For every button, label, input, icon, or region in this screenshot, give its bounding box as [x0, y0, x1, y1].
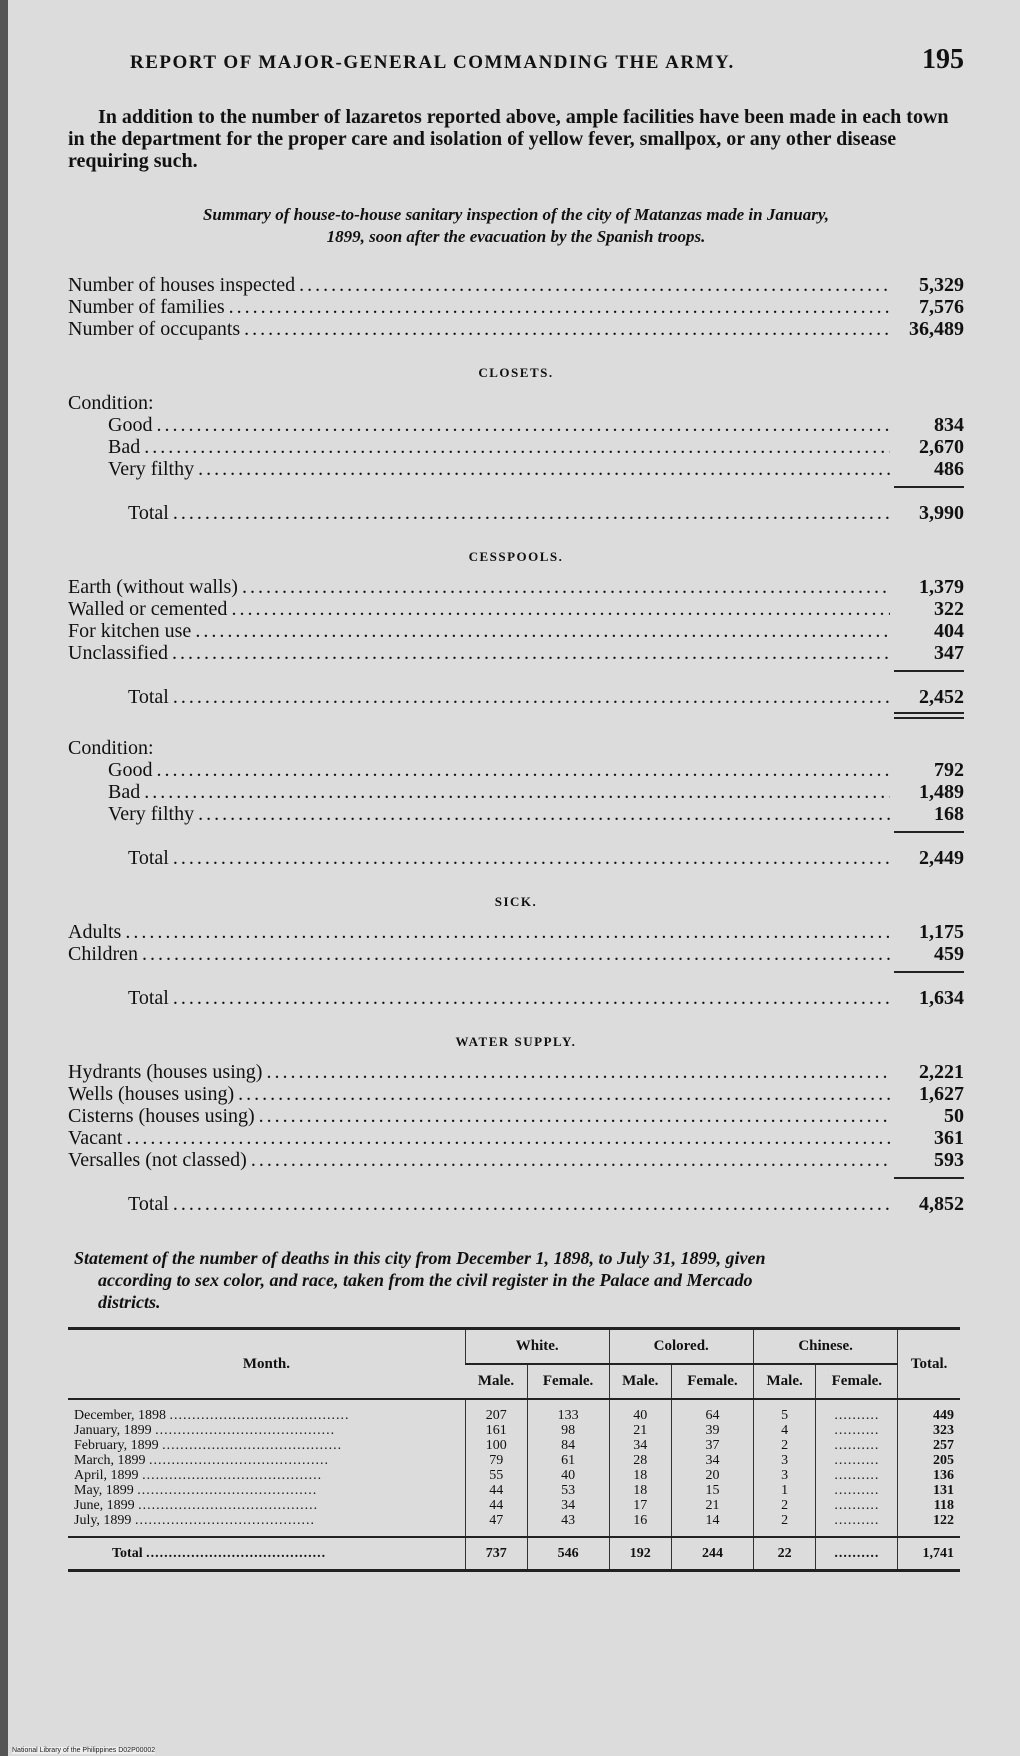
col-header-colored: Colored.: [609, 1329, 753, 1365]
cell-colored-male: 21: [609, 1423, 671, 1438]
cell-white-male: 47: [465, 1513, 527, 1528]
closets-row-good: Good ..... 834: [68, 414, 964, 436]
water-row-cisterns: Cisterns (houses using) ..... 50: [68, 1105, 964, 1127]
page-number: 195: [922, 44, 964, 75]
cell-colored-female: 34: [671, 1453, 753, 1468]
total-colored-male: 192: [609, 1537, 671, 1571]
cell-chinese-male: 2: [753, 1498, 815, 1513]
cell-colored-male: 18: [609, 1483, 671, 1498]
cell-colored-female: 15: [671, 1483, 753, 1498]
closets-row-bad: Bad ..... 2,670: [68, 436, 964, 458]
closets-rule: [894, 486, 964, 488]
summary-lines: [68, 274, 964, 1215]
cell-total: 131: [898, 1483, 960, 1498]
total-chinese-male: 22: [753, 1537, 815, 1571]
cell-colored-male: 16: [609, 1513, 671, 1528]
spacer-row: [68, 1528, 960, 1537]
cell-total: 449: [898, 1408, 960, 1423]
total-grand: 1,741: [898, 1537, 960, 1571]
sick-row-adults: Adults ..... 1,175: [68, 921, 964, 943]
section-head-closets: CLOSETS.: [478, 365, 554, 380]
totals-label: Total: [112, 1546, 143, 1561]
total-chinese-female: ..........: [816, 1537, 898, 1571]
col-header-colored-male: Male.: [609, 1364, 671, 1399]
col-header-total: Total.: [898, 1329, 960, 1400]
deaths-caption-line1: Statement of the number of deaths in this city from December 1, 1898, to July 31, 1899, given: [74, 1248, 766, 1268]
table-row: [68, 1513, 960, 1528]
cesspools-cond-total: Total ..... 2,449: [68, 847, 964, 869]
cell-total: 136: [898, 1468, 960, 1483]
month-label: May, 1899: [74, 1483, 134, 1498]
closets-condition-label: Condition:: [68, 392, 154, 414]
intro-paragraph: In addition to the number of lazaretos reported above, ample facilities have been made in each town in the department for the proper care and isolation of yellow fever, smallpox, or any other disease requiring such.: [68, 106, 949, 172]
cesspools-cond-row-bad: Bad ..... 1,489: [68, 781, 964, 803]
cesspools-row-kitchen: For kitchen use ..... 404: [68, 620, 964, 642]
month-label: February, 1899: [74, 1438, 159, 1453]
total-white-female: 546: [527, 1537, 609, 1571]
summary-row-occupants: Number of occupants ..... 36,489: [68, 318, 964, 340]
col-header-month: Month.: [68, 1329, 465, 1400]
running-head: [68, 44, 964, 76]
col-header-colored-female: Female.: [671, 1364, 753, 1399]
month-label: December, 1898: [74, 1408, 166, 1423]
water-row-hydrants: Hydrants (houses using) ..... 2,221: [68, 1061, 964, 1083]
cell-month: [68, 1453, 465, 1468]
cell-chinese-female: ..........: [816, 1483, 898, 1498]
cell-month: [68, 1408, 465, 1423]
cell-colored-male: 34: [609, 1438, 671, 1453]
cell-colored-male: 28: [609, 1453, 671, 1468]
col-header-chinese-female: Female.: [816, 1364, 898, 1399]
deaths-table: [68, 1327, 960, 1572]
cell-white-male: 161: [465, 1423, 527, 1438]
archive-footer-mark: National Library of the Philippines D02P00002: [12, 1747, 156, 1754]
cell-month: [68, 1438, 465, 1453]
table-row: [68, 1468, 960, 1483]
cesspools-row-unclassified: Unclassified ..... 347: [68, 642, 964, 664]
sick-row-children: Children ..... 459: [68, 943, 964, 965]
leader-dots: [138, 1498, 318, 1513]
cell-white-male: 44: [465, 1498, 527, 1513]
col-header-white: White.: [465, 1329, 609, 1365]
water-row-versalles: Versalles (not classed) ..... 593: [68, 1149, 964, 1171]
cell-month: [68, 1423, 465, 1438]
cell-colored-male: 18: [609, 1468, 671, 1483]
page-content: [68, 44, 964, 1572]
table-totals-row: [68, 1537, 960, 1571]
cell-month: [68, 1513, 465, 1528]
cell-month: [68, 1483, 465, 1498]
cell-chinese-female: ..........: [816, 1468, 898, 1483]
table-row: [68, 1483, 960, 1498]
cell-total: 205: [898, 1453, 960, 1468]
cesspools-total: Total ..... 2,452: [68, 686, 964, 708]
cell-chinese-male: 3: [753, 1453, 815, 1468]
cell-month: [68, 1498, 465, 1513]
cell-white-male: 79: [465, 1453, 527, 1468]
cell-white-female: 84: [527, 1438, 609, 1453]
total-white-male: 737: [465, 1537, 527, 1571]
deaths-caption: [68, 1247, 964, 1313]
cell-chinese-male: 3: [753, 1468, 815, 1483]
cell-colored-female: 21: [671, 1498, 753, 1513]
table-row: [68, 1408, 960, 1423]
cell-white-female: 61: [527, 1453, 609, 1468]
deaths-caption-line2: according to sex color, and race, taken from the civil register in the Palace and Mercado: [98, 1270, 753, 1290]
leader-dots: [146, 1546, 326, 1561]
closets-row-very-filthy: Very filthy ..... 486: [68, 458, 964, 480]
cell-colored-male: 17: [609, 1498, 671, 1513]
month-label: July, 1899: [74, 1513, 132, 1528]
leader-dots: [137, 1483, 317, 1498]
cell-white-male: 207: [465, 1408, 527, 1423]
water-row-vacant: Vacant ..... 361: [68, 1127, 964, 1149]
cell-white-female: 34: [527, 1498, 609, 1513]
cell-white-female: 40: [527, 1468, 609, 1483]
sick-rule: [894, 971, 964, 973]
cell-month: [68, 1468, 465, 1483]
deaths-caption-line3: districts.: [98, 1292, 161, 1312]
cell-colored-female: 14: [671, 1513, 753, 1528]
cesspools-rule: [894, 670, 964, 672]
cell-white-female: 98: [527, 1423, 609, 1438]
summary-caption-line1: Summary of house-to-house sanitary inspection of the city of Matanzas made in January,: [202, 205, 830, 224]
cell-white-female: 133: [527, 1408, 609, 1423]
cell-white-male: 55: [465, 1468, 527, 1483]
cesspools-double-rule: [894, 712, 964, 719]
table-row: [68, 1423, 960, 1438]
leader-dots: [149, 1453, 329, 1468]
cell-colored-male: 40: [609, 1408, 671, 1423]
month-label: April, 1899: [74, 1468, 139, 1483]
col-header-white-female: Female.: [527, 1364, 609, 1399]
cell-chinese-female: ..........: [816, 1408, 898, 1423]
section-head-water-supply: WATER SUPPLY.: [455, 1034, 577, 1049]
col-header-white-male: Male.: [465, 1364, 527, 1399]
deaths-table-body: [68, 1399, 960, 1571]
cesspools-condition-label: Condition:: [68, 737, 154, 759]
summary-caption-line2: 1899, soon after the evacuation by the Spanish troops.: [326, 227, 706, 246]
cell-month-total: [68, 1537, 465, 1571]
section-head-sick: SICK.: [494, 894, 538, 909]
closets-total: Total ..... 3,990: [68, 502, 964, 524]
cell-chinese-male: 5: [753, 1408, 815, 1423]
cell-chinese-female: ..........: [816, 1438, 898, 1453]
col-header-chinese-male: Male.: [753, 1364, 815, 1399]
leader-dots: [169, 1408, 349, 1423]
cesspools-row-earth: Earth (without walls) ..... 1,379: [68, 576, 964, 598]
leader-dots: [155, 1423, 335, 1438]
cell-white-male: 44: [465, 1483, 527, 1498]
water-row-wells: Wells (houses using) ..... 1,627: [68, 1083, 964, 1105]
cell-colored-female: 64: [671, 1408, 753, 1423]
section-head-cesspools: CESSPOOLS.: [468, 549, 564, 564]
water-rule: [894, 1177, 964, 1179]
cell-chinese-male: 2: [753, 1438, 815, 1453]
month-label: January, 1899: [74, 1423, 152, 1438]
cell-white-female: 53: [527, 1483, 609, 1498]
cell-total: 122: [898, 1513, 960, 1528]
summary-row-families: Number of families ..... 7,576: [68, 296, 964, 318]
cell-chinese-female: ..........: [816, 1513, 898, 1528]
cell-total: 257: [898, 1438, 960, 1453]
sick-total: Total ..... 1,634: [68, 987, 964, 1009]
cesspools-cond-row-good: Good ..... 792: [68, 759, 964, 781]
month-label: June, 1899: [74, 1498, 135, 1513]
leader-dots: [142, 1468, 322, 1483]
cell-chinese-female: ..........: [816, 1453, 898, 1468]
cesspools-row-walled: Walled or cemented ..... 322: [68, 598, 964, 620]
cell-chinese-male: 4: [753, 1423, 815, 1438]
cell-chinese-female: ..........: [816, 1423, 898, 1438]
cell-total: 118: [898, 1498, 960, 1513]
summary-caption: [68, 204, 964, 248]
scanned-page: [8, 0, 1020, 1756]
month-label: March, 1899: [74, 1453, 146, 1468]
total-colored-female: 244: [671, 1537, 753, 1571]
cell-chinese-female: ..........: [816, 1498, 898, 1513]
cell-chinese-male: 1: [753, 1483, 815, 1498]
water-total: Total ..... 4,852: [68, 1193, 964, 1215]
leader-dots: [162, 1438, 342, 1453]
table-row: [68, 1498, 960, 1513]
cesspools-cond-row-very-filthy: Very filthy ..... 168: [68, 803, 964, 825]
cell-chinese-male: 2: [753, 1513, 815, 1528]
table-row: [68, 1438, 960, 1453]
table-row: [68, 1453, 960, 1468]
cell-colored-female: 39: [671, 1423, 753, 1438]
col-header-chinese: Chinese.: [753, 1329, 897, 1365]
cell-white-female: 43: [527, 1513, 609, 1528]
leader-dots: [135, 1513, 315, 1528]
cesspools-cond-rule: [894, 831, 964, 833]
summary-row-houses: Number of houses inspected ..... 5,329: [68, 274, 964, 296]
running-head-title: REPORT OF MAJOR-GENERAL COMMANDING THE ARMY.: [130, 52, 735, 73]
cell-colored-female: 37: [671, 1438, 753, 1453]
cell-white-male: 100: [465, 1438, 527, 1453]
cell-total: 323: [898, 1423, 960, 1438]
cell-colored-female: 20: [671, 1468, 753, 1483]
